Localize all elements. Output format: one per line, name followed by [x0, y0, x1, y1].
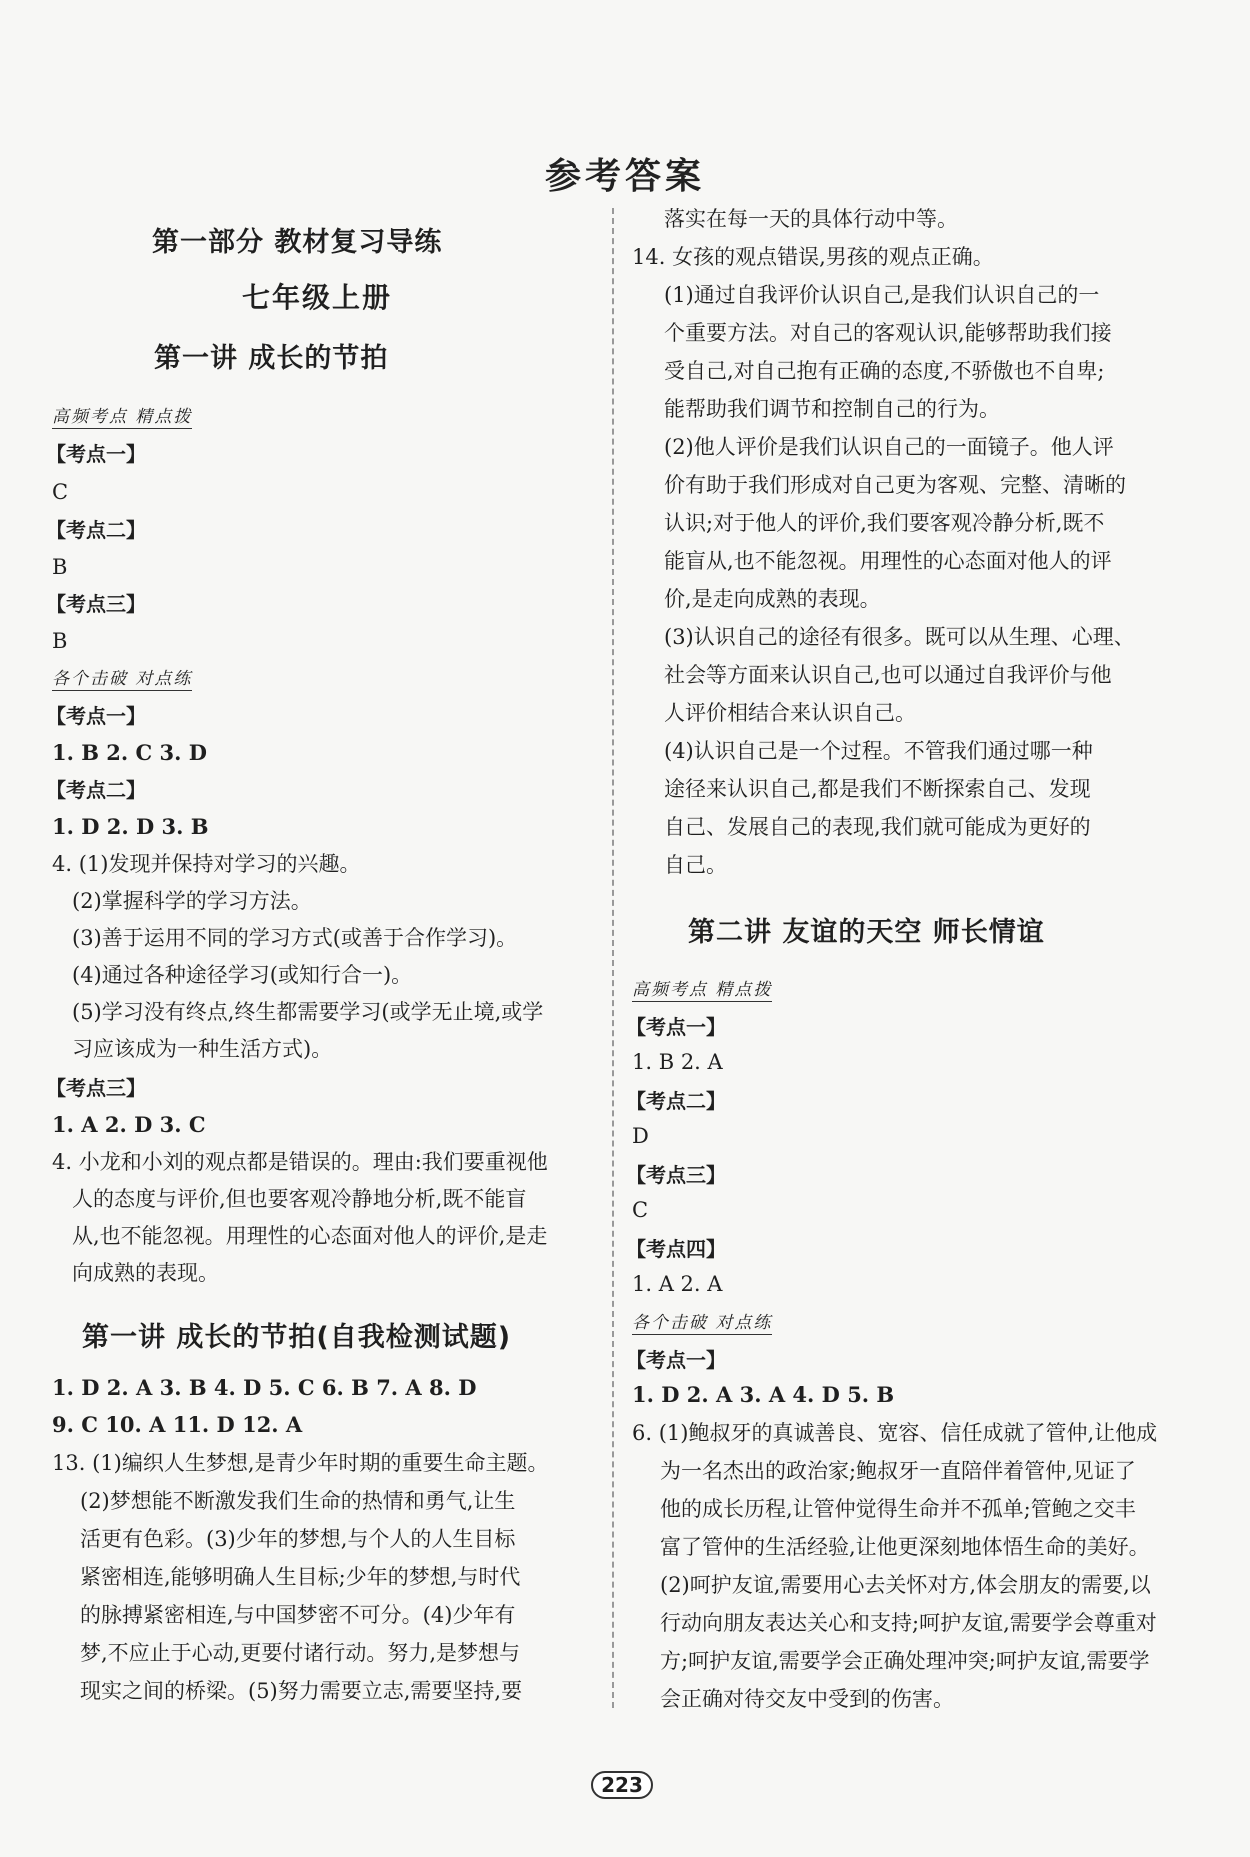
q4-line: (5)学习没有终点,终生都需要学习(或学无止境,或学: [72, 1000, 544, 1024]
kaodian-3-r: 【考点三】: [626, 1163, 726, 1187]
q4-line: (3)善于运用不同的学习方式(或善于合作学习)。: [72, 926, 518, 950]
kaodian-1b-r-answer: 1. D 2. A 3. A 4. D 5. B: [632, 1382, 895, 1407]
q14-line: 自己。: [664, 853, 727, 877]
q14-line: 个重要方法。对自己的客观认识,能够帮助我们接: [664, 321, 1112, 345]
kaodian-2-r-answer: D: [632, 1124, 649, 1148]
kaodian-3b-answer: 1. A 2. D 3. C: [52, 1112, 206, 1137]
q13-line: 紧密相连,能够明确人生目标;少年的梦想,与时代: [80, 1565, 521, 1589]
kaodian-2: 【考点二】: [46, 518, 146, 542]
kaodian-1-r: 【考点一】: [626, 1015, 726, 1039]
test-answers-2: 9. C 10. A 11. D 12. A: [52, 1412, 303, 1437]
q6-line: 富了管仲的生活经验,让他更深刻地体悟生命的美好。: [660, 1535, 1150, 1559]
q14-line: 途径来认识自己,都是我们不断探索自己、发现: [664, 777, 1091, 801]
kaodian-3: 【考点三】: [46, 592, 146, 616]
q13-line: 13. (1)编织人生梦想,是青少年时期的重要生命主题。: [52, 1451, 549, 1475]
kaodian-4-r: 【考点四】: [626, 1237, 726, 1261]
q13-line: 梦,不应止于心动,更要付诸行动。努力,是梦想与: [80, 1641, 521, 1665]
q14-line: 14. 女孩的观点错误,男孩的观点正确。: [632, 245, 994, 269]
q6-line: 6. (1)鲍叔牙的真诚善良、宽容、信任成就了管仲,让他成: [632, 1421, 1158, 1445]
q14-line: 社会等方面来认识自己,也可以通过自我评价与他: [664, 663, 1112, 687]
q13-line: 的脉搏紧密相连,与中国梦密不可分。(4)少年有: [80, 1603, 516, 1627]
q6-line: 方;呵护友谊,需要学会正确处理冲突;呵护友谊,需要学: [660, 1649, 1150, 1673]
section-each-break: 各个击破 对点练: [52, 664, 192, 691]
kaodian-3b: 【考点三】: [46, 1076, 146, 1100]
q6-line: 会正确对待交友中受到的伤害。: [660, 1687, 954, 1711]
section-high-freq: 高频考点 精点拨: [52, 402, 192, 429]
q14-line: 受自己,对自己抱有正确的态度,不骄傲也不自卑;: [664, 359, 1105, 383]
kaodian-1b-answer: 1. B 2. C 3. D: [52, 740, 207, 765]
lecture2-heading: 第二讲 友谊的天空 师长情谊: [688, 917, 1045, 948]
q14-line: 能帮助我们调节和控制自己的行为。: [664, 397, 1000, 421]
test-answers-1: 1. D 2. A 3. B 4. D 5. C 6. B 7. A 8. D: [52, 1375, 477, 1400]
grade-heading: 七年级上册: [242, 281, 393, 314]
kaodian-1-answer: C: [52, 480, 69, 504]
q13-line: 现实之间的桥梁。(5)努力需要立志,需要坚持,要: [80, 1679, 523, 1703]
continued-line: 落实在每一天的具体行动中等。: [664, 207, 958, 231]
q4b-line: 人的态度与评价,但也要客观冷静地分析,既不能盲: [72, 1187, 527, 1211]
kaodian-3-r-answer: C: [632, 1198, 649, 1222]
q14-line: (3)认识自己的途径有很多。既可以从生理、心理、: [664, 625, 1135, 649]
lecture1-test-heading: 第一讲 成长的节拍(自我检测试题): [82, 1322, 512, 1353]
q6-line: 行动向朋友表达关心和支持;呵护友谊,需要学会尊重对: [660, 1611, 1157, 1635]
column-divider: [612, 208, 614, 1708]
kaodian-2-answer: B: [52, 555, 68, 579]
q14-line: 价,是走向成熟的表现。: [664, 587, 881, 611]
part-heading: 第一部分 教材复习导练: [152, 227, 443, 258]
kaodian-1-r-answer: 1. B 2. A: [632, 1050, 723, 1074]
q14-line: (4)认识自己是一个过程。不管我们通过哪一种: [664, 739, 1093, 763]
lecture1-heading: 第一讲 成长的节拍: [154, 343, 389, 374]
q14-line: 认识;对于他人的评价,我们要客观冷静分析,既不: [664, 511, 1105, 535]
q13-line: (2)梦想能不断激发我们生命的热情和勇气,让生: [80, 1489, 516, 1513]
kaodian-1b: 【考点一】: [46, 704, 146, 728]
q14-line: 自己、发展自己的表现,我们就可能成为更好的: [664, 815, 1091, 839]
q4-line: (4)通过各种途径学习(或知行合一)。: [72, 963, 413, 987]
q4b-line: 从,也不能忽视。用理性的心态面对他人的评价,是走: [72, 1224, 548, 1248]
q14-line: 人评价相结合来认识自己。: [664, 701, 916, 725]
q4-line: 习应该成为一种生活方式)。: [72, 1037, 333, 1061]
q6-line: 他的成长历程,让管仲觉得生命并不孤单;管鲍之交丰: [660, 1497, 1136, 1521]
kaodian-3-answer: B: [52, 629, 68, 653]
kaodian-2b: 【考点二】: [46, 778, 146, 802]
kaodian-2b-answer: 1. D 2. D 3. B: [52, 814, 209, 839]
q6-line: (2)呵护友谊,需要用心去关怀对方,体会朋友的需要,以: [660, 1573, 1151, 1597]
section-high-freq-2: 高频考点 精点拨: [632, 975, 772, 1002]
q4-line: (2)掌握科学的学习方法。: [72, 889, 312, 913]
page-number: 223: [591, 1771, 653, 1799]
page-number-badge: [585, 1768, 659, 1802]
kaodian-2-r: 【考点二】: [626, 1089, 726, 1113]
q4b-line: 向成熟的表现。: [72, 1261, 219, 1285]
page-title: 参考答案: [544, 156, 705, 197]
q13-line: 活更有色彩。(3)少年的梦想,与个人的人生目标: [80, 1527, 516, 1551]
section-each-break-2: 各个击破 对点练: [632, 1308, 772, 1335]
kaodian-1b-r: 【考点一】: [626, 1348, 726, 1372]
q4b-line: 4. 小龙和小刘的观点都是错误的。理由:我们要重视他: [52, 1150, 548, 1174]
q14-line: (1)通过自我评价认识自己,是我们认识自己的一: [664, 283, 1100, 307]
q4-line: 4. (1)发现并保持对学习的兴趣。: [52, 852, 361, 876]
kaodian-4-r-answer: 1. A 2. A: [632, 1272, 723, 1296]
q14-line: 价有助于我们形成对自己更为客观、完整、清晰的: [664, 473, 1126, 497]
q14-line: (2)他人评价是我们认识自己的一面镜子。他人评: [664, 435, 1114, 459]
q14-line: 能盲从,也不能忽视。用理性的心态面对他人的评: [664, 549, 1112, 573]
q6-line: 为一名杰出的政治家;鲍叔牙一直陪伴着管仲,见证了: [660, 1459, 1136, 1483]
kaodian-1: 【考点一】: [46, 442, 146, 466]
